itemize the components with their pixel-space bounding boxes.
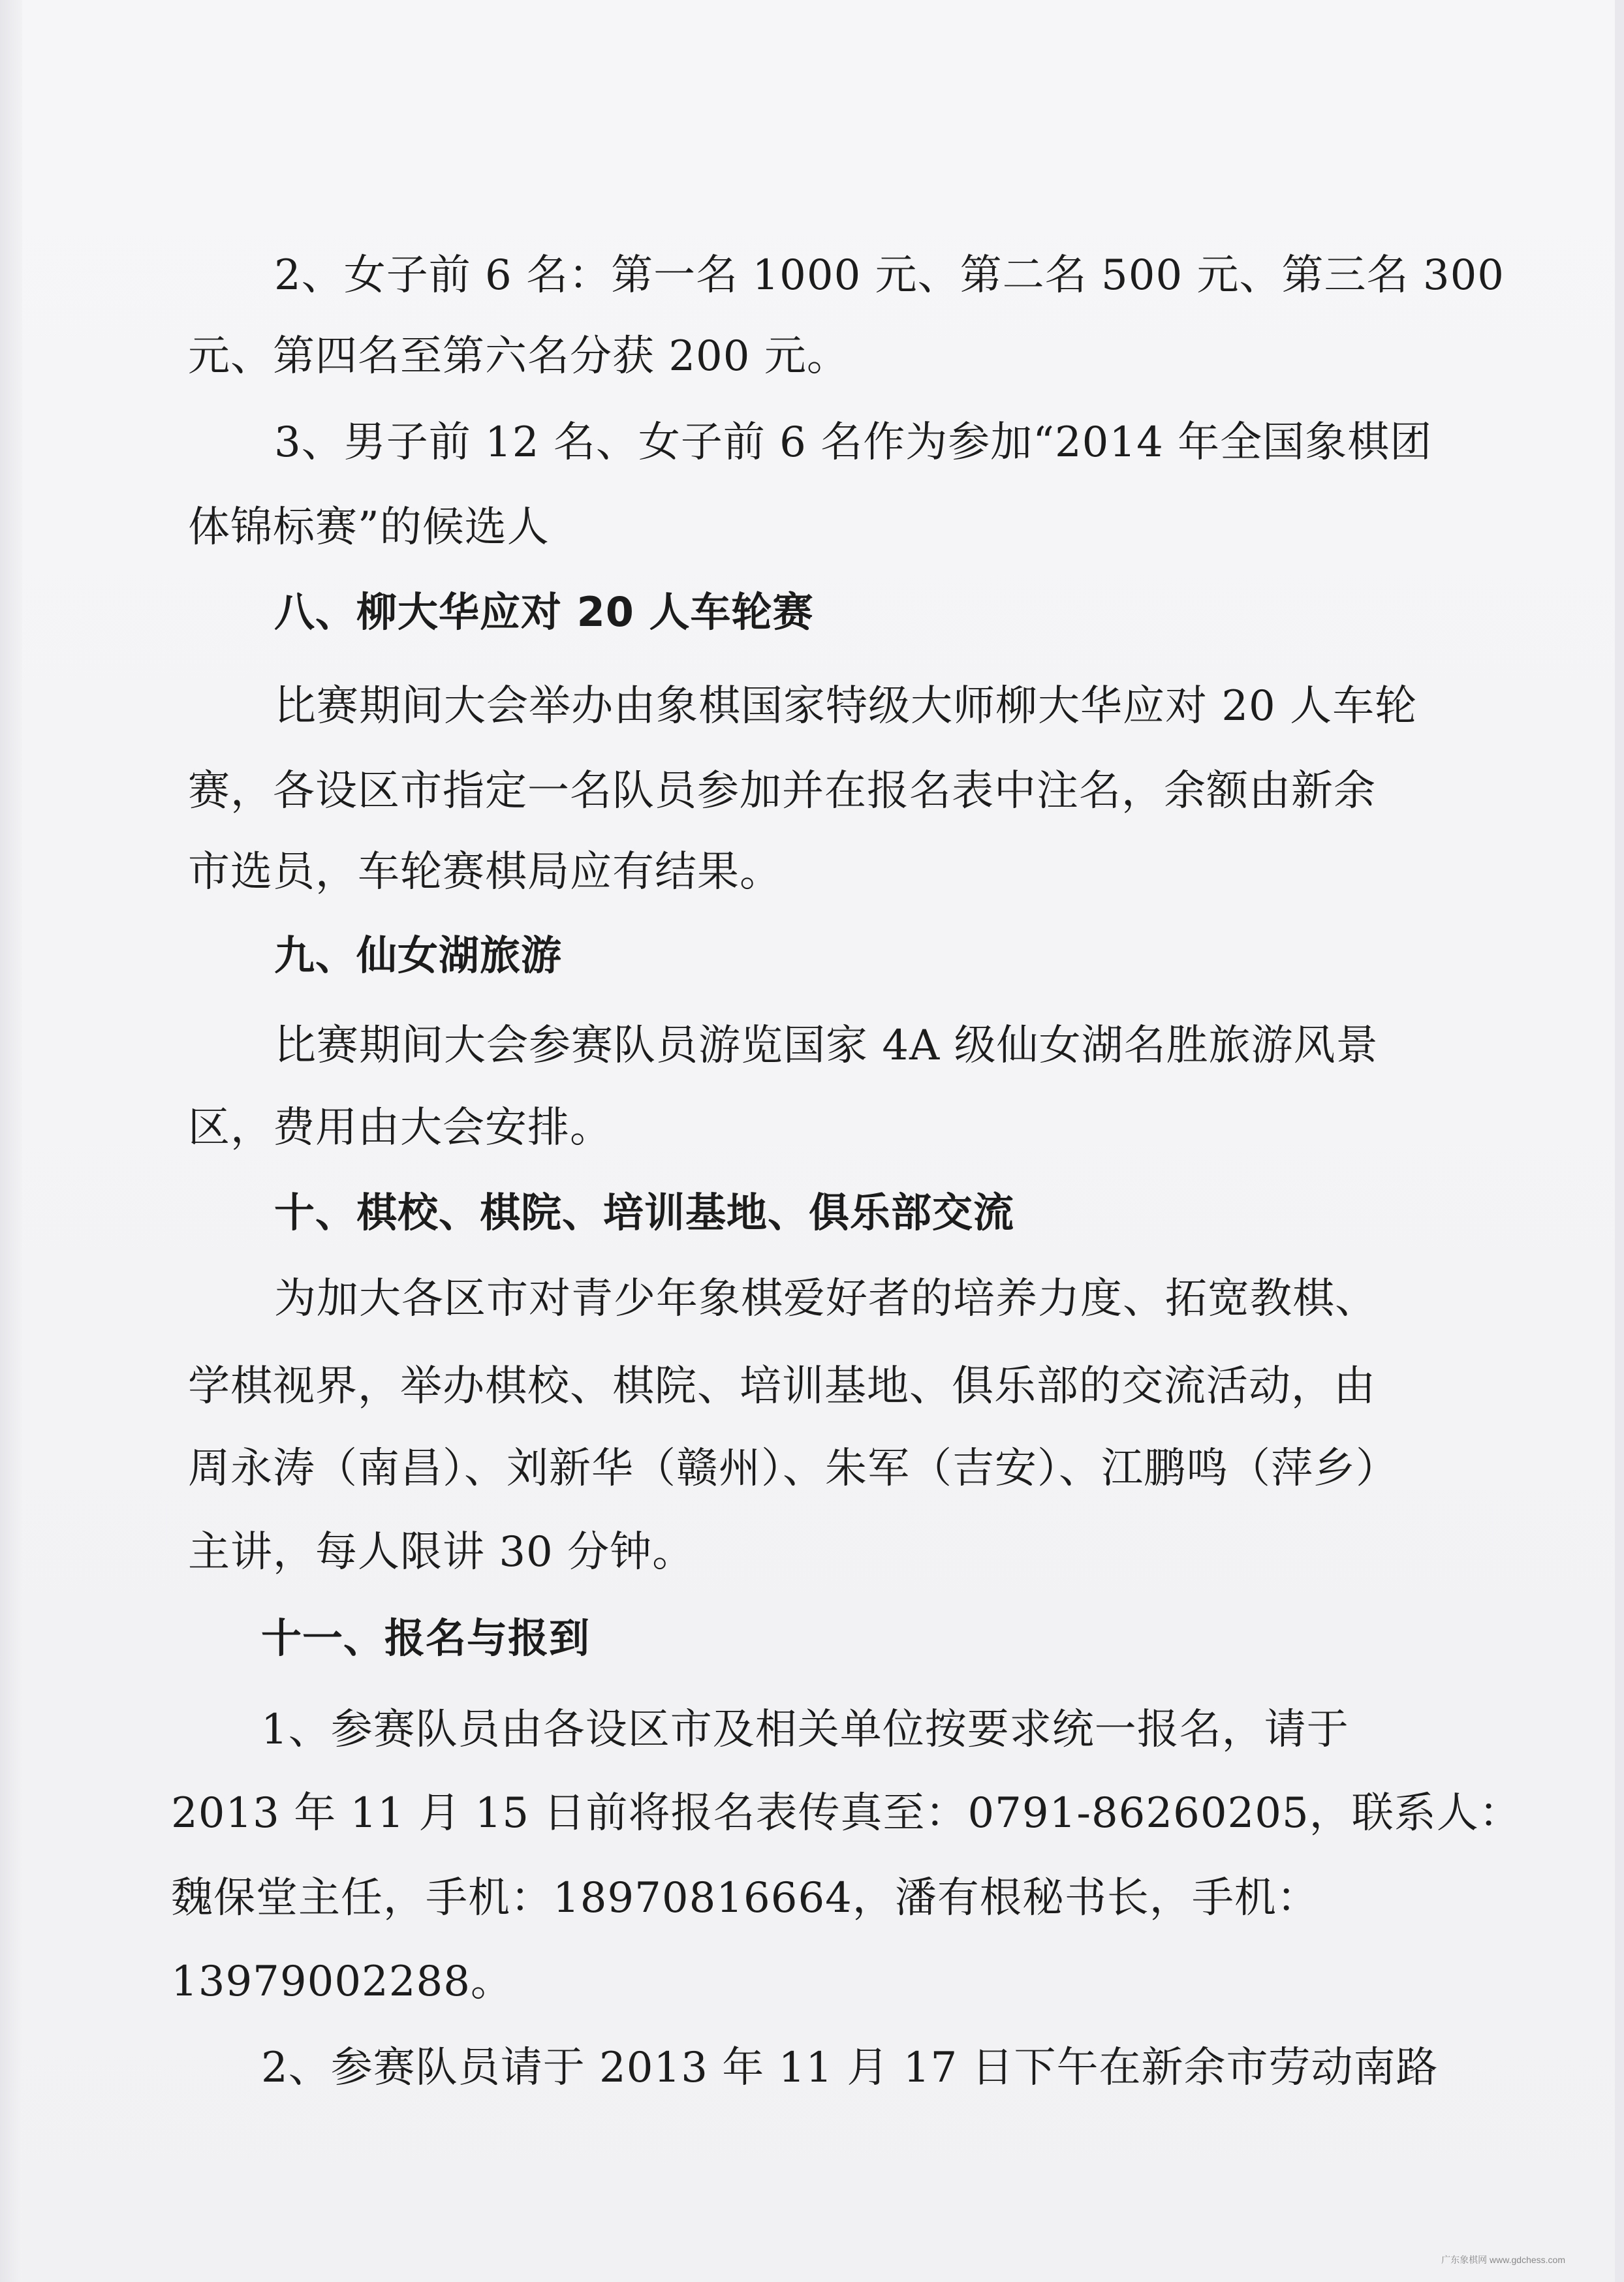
section-10-line-2: 学棋视界，举办棋校、棋院、培训基地、俱乐部的交流活动，由	[188, 1362, 1376, 1411]
prize-women-line-2: 元、第四名至第六名分获 200 元。	[188, 332, 849, 381]
registration-line-3: 魏保堂主任，手机：18970816664，潘有根秘书长，手机：	[171, 1874, 1319, 1922]
registration-line-1: 1、参赛队员由各设区市及相关单位按要求统一报名，请于	[261, 1706, 1349, 1754]
check-in-line-1: 2、参赛队员请于 2013 年 11 月 17 日下午在新余市劳动南路	[261, 2044, 1439, 2092]
candidates-line-1: 3、男子前 12 名、女子前 6 名作为参加“2014 年全国象棋团	[274, 418, 1433, 467]
section-10-line-3: 周永涛（南昌）、刘新华（赣州）、朱军（吉安）、江鹏鸣（萍乡）	[188, 1445, 1398, 1493]
section-9-line-1: 比赛期间大会参赛队员游览国家 4A 级仙女湖名胜旅游风景	[274, 1022, 1379, 1070]
section-8-line-2: 赛，各设区市指定一名队员参加并在报名表中注名，余额由新余	[188, 767, 1376, 815]
section-10-heading: 十、棋校、棋院、培训基地、俱乐部交流	[274, 1189, 1015, 1236]
section-11-heading: 十一、报名与报到	[261, 1614, 591, 1662]
registration-line-4: 13979002288。	[171, 1958, 513, 2006]
section-9-line-2: 区，费用由大会安排。	[188, 1104, 612, 1152]
page-left-edge	[0, 0, 22, 2282]
section-10-line-1: 为加大各区市对青少年象棋爱好者的培养力度、拓宽教棋、	[274, 1275, 1377, 1323]
section-8-line-1: 比赛期间大会举办由象棋国家特级大师柳大华应对 20 人车轮	[274, 682, 1418, 730]
watermark-footer: 广东象棋网 www.gdchess.com	[1441, 2255, 1565, 2265]
candidates-line-2: 体锦标赛”的候选人	[188, 503, 550, 552]
prize-women-line-1: 2、女子前 6 名：第一名 1000 元、第二名 500 元、第三名 300	[274, 251, 1505, 300]
registration-line-2: 2013 年 11 月 15 日前将报名表传真至：0791-86260205，联系人：	[171, 1789, 1522, 1837]
section-10-line-4: 主讲，每人限讲 30 分钟。	[188, 1528, 695, 1576]
page-right-edge	[1615, 0, 1624, 2282]
section-8-heading: 八、柳大华应对 20 人车轮赛	[274, 588, 814, 636]
section-9-heading: 九、仙女湖旅游	[274, 931, 563, 979]
section-8-line-3: 市选员，车轮赛棋局应有结果。	[188, 848, 782, 896]
